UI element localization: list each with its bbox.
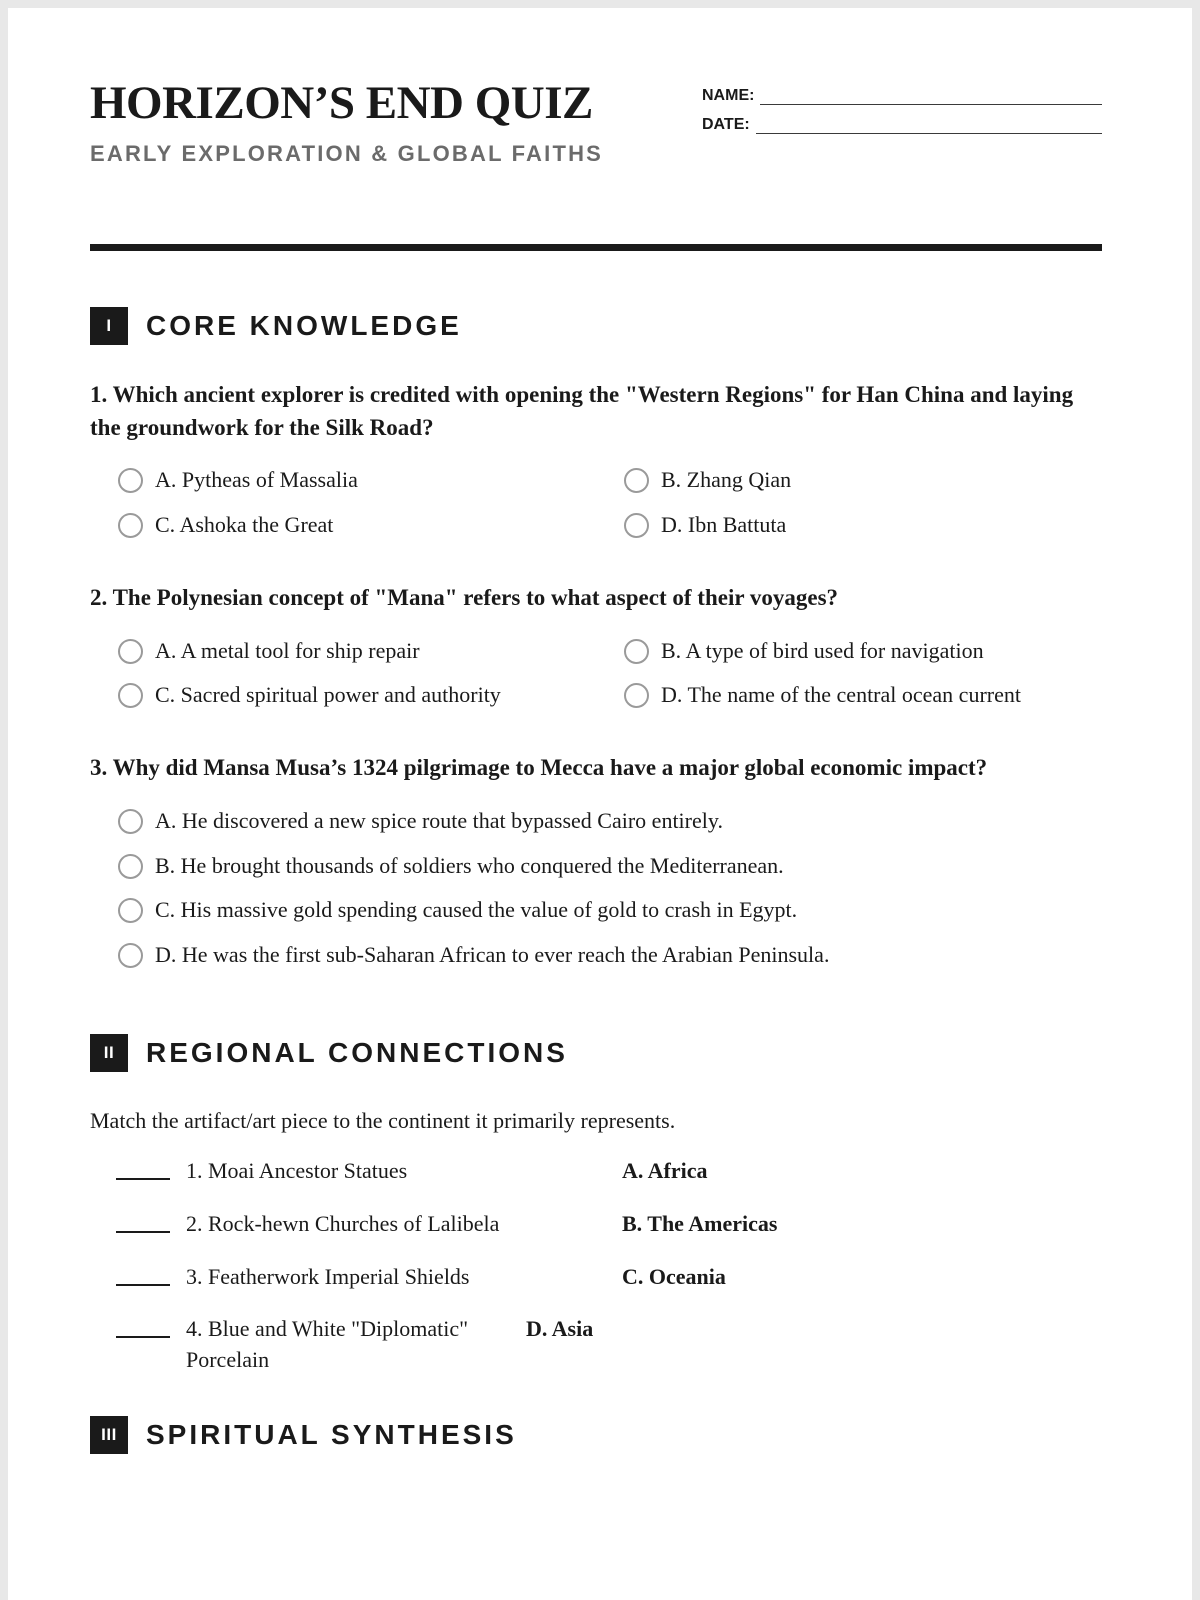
section-heading-core-knowledge [90, 307, 1102, 345]
option-d[interactable] [596, 673, 1102, 718]
option-label: A. He discovered a new spice route that bypassed Cairo entirely. [155, 807, 723, 833]
question-text: 2. The Polynesian concept of "Mana" refers to what aspect of their voyages? [90, 584, 839, 610]
option-label: B. A type of bird used for navigation [661, 637, 984, 663]
page-title: HORIZON’S END QUIZ [90, 77, 593, 129]
option-label: D. Ibn Battuta [661, 512, 787, 538]
date-input-line[interactable] [756, 115, 1102, 134]
question-text: 3. Why did Mansa Musa’s 1324 pilgrimage to Mecca have a major global economic impact? [90, 755, 988, 781]
answer-blank[interactable] [116, 1178, 170, 1180]
matching-instructions: Match the artifact/art piece to the continent it primarily represents. [90, 1108, 676, 1133]
header-divider [90, 244, 1102, 251]
radio-bubble-icon[interactable] [118, 809, 143, 834]
option-label: A. A metal tool for ship repair [155, 637, 420, 663]
matching-row [90, 1262, 1102, 1293]
radio-bubble-icon[interactable] [624, 468, 649, 493]
option-list [90, 629, 1102, 719]
radio-bubble-icon[interactable] [624, 639, 649, 664]
question-text: 1. Which ancient explorer is credited with opening the "Western Regions" for Han China and laying the groundwork for the Silk Road? [90, 382, 1074, 440]
option-d[interactable] [90, 933, 1102, 978]
option-label: B. Zhang Qian [661, 467, 792, 493]
section-title: REGIONAL CONNECTIONS [146, 1037, 568, 1068]
option-a[interactable] [90, 799, 1102, 844]
radio-bubble-icon[interactable] [624, 683, 649, 708]
radio-bubble-icon[interactable] [624, 513, 649, 538]
option-b[interactable] [596, 458, 1102, 503]
option-c[interactable] [90, 503, 596, 548]
radio-bubble-icon[interactable] [118, 513, 143, 538]
answer-blank[interactable] [116, 1284, 170, 1286]
matching-key-label: B. The Americas [622, 1210, 778, 1236]
section-numeral: III [90, 1416, 128, 1454]
matching-list [90, 1156, 1102, 1376]
question-2 [90, 582, 1102, 718]
option-b[interactable] [90, 844, 1102, 889]
section-numeral: I [90, 307, 128, 345]
name-input-line[interactable] [760, 86, 1102, 105]
section-title: CORE KNOWLEDGE [146, 310, 462, 341]
radio-bubble-icon[interactable] [118, 468, 143, 493]
page-content [90, 8, 1102, 1454]
date-label: DATE: [702, 116, 750, 133]
option-label: D. The name of the central ocean current [661, 682, 1021, 708]
option-label: C. Sacred spiritual power and authority [155, 682, 501, 708]
matching-row [90, 1209, 1102, 1240]
student-info-block [702, 86, 1102, 144]
section-heading-regional-connections [90, 1034, 1102, 1072]
matching-row [90, 1314, 1102, 1376]
section-title: SPIRITUAL SYNTHESIS [146, 1418, 517, 1450]
option-list [90, 799, 1102, 978]
quiz-page [8, 8, 1192, 1600]
option-list [90, 458, 1102, 548]
option-d[interactable] [596, 503, 1102, 548]
option-label: C. Ashoka the Great [155, 512, 334, 538]
option-b[interactable] [596, 629, 1102, 674]
section-heading-spiritual-synthesis [90, 1416, 1102, 1454]
radio-bubble-icon[interactable] [118, 683, 143, 708]
option-label: B. He brought thousands of soldiers who conquered the Mediterranean. [155, 852, 784, 878]
name-row [702, 86, 1102, 105]
option-a[interactable] [90, 629, 596, 674]
option-label: A. Pytheas of Massalia [155, 467, 358, 493]
answer-blank[interactable] [116, 1336, 170, 1338]
question-3 [90, 752, 1102, 978]
section-numeral: II [90, 1034, 128, 1072]
title-block [90, 77, 604, 167]
option-label: D. He was the first sub-Saharan African to ever reach the Arabian Peninsula. [155, 942, 830, 968]
matching-item-label: 2. Rock-hewn Churches of Lalibela [186, 1210, 500, 1236]
matching-key-label: C. Oceania [622, 1263, 726, 1289]
date-row [702, 115, 1102, 134]
matching-item-label: 3. Featherwork Imperial Shields [186, 1263, 470, 1289]
matching-key-label: D. Asia [526, 1316, 594, 1342]
option-a[interactable] [90, 458, 596, 503]
matching-key-label: A. Africa [622, 1158, 708, 1183]
document-header [90, 8, 1102, 206]
radio-bubble-icon[interactable] [118, 898, 143, 923]
matching-item-label: 4. Blue and White "Diplomatic" Porcelain [186, 1316, 469, 1373]
radio-bubble-icon[interactable] [118, 854, 143, 879]
question-1 [90, 379, 1102, 548]
name-label: NAME: [702, 87, 755, 104]
page-subtitle: EARLY EXPLORATION & GLOBAL FAITHS [90, 141, 604, 166]
radio-bubble-icon[interactable] [118, 943, 143, 968]
answer-blank[interactable] [116, 1231, 170, 1233]
matching-row [90, 1156, 1102, 1187]
option-c[interactable] [90, 888, 1102, 933]
option-label: C. His massive gold spending caused the value of gold to crash in Egypt. [155, 897, 798, 923]
matching-item-label: 1. Moai Ancestor Statues [186, 1158, 408, 1183]
option-c[interactable] [90, 673, 596, 718]
radio-bubble-icon[interactable] [118, 639, 143, 664]
